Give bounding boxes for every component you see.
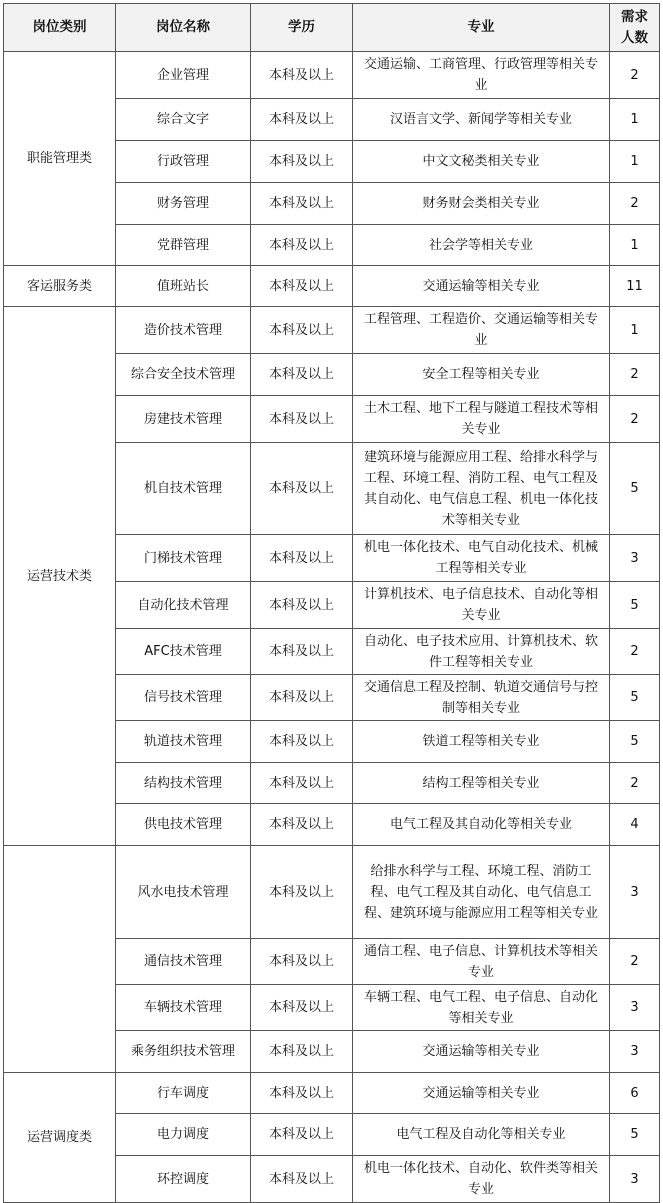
header-row	[4, 4, 660, 52]
count-cell: 3	[610, 535, 660, 582]
count-cell: 5	[610, 1114, 660, 1156]
header-major: 专业	[353, 4, 610, 52]
position-cell: 供电技术管理	[116, 804, 251, 846]
education-cell: 本科及以上	[251, 307, 353, 354]
count-cell: 2	[610, 629, 660, 675]
count-cell: 6	[610, 1073, 660, 1114]
major-cell: 土木工程、地下工程与隧道工程技术等相关专业	[353, 396, 610, 443]
major-cell: 车辆工程、电气工程、电子信息、自动化等相关专业	[353, 985, 610, 1031]
category-cell	[4, 846, 116, 1073]
education-cell: 本科及以上	[251, 396, 353, 443]
count-cell: 5	[610, 582, 660, 629]
count-cell: 2	[610, 52, 660, 99]
count-cell: 11	[610, 266, 660, 307]
count-cell: 5	[610, 721, 660, 763]
major-cell: 给排水科学与工程、环境工程、消防工程、电气工程及其自动化、电气信息工程、建筑环境与能源应用工程等相关专业	[353, 846, 610, 939]
education-cell: 本科及以上	[251, 582, 353, 629]
major-cell: 交通信息工程及控制、轨道交通信号与控制等相关专业	[353, 675, 610, 721]
major-cell: 建筑环境与能源应用工程、给排水科学与工程、环境工程、消防工程、电气工程及其自动化、电气信息工程、机电一体化技术等相关专业	[353, 443, 610, 535]
position-cell: 造价技术管理	[116, 307, 251, 354]
position-cell: 企业管理	[116, 52, 251, 99]
major-cell: 机电一体化技术、电气自动化技术、机械工程等相关专业	[353, 535, 610, 582]
category-cell: 职能管理类	[4, 52, 116, 266]
count-cell: 2	[610, 183, 660, 225]
position-cell: 行政管理	[116, 141, 251, 183]
education-cell: 本科及以上	[251, 985, 353, 1031]
major-cell: 交通运输、工商管理、行政管理等相关专业	[353, 52, 610, 99]
education-cell: 本科及以上	[251, 721, 353, 763]
education-cell: 本科及以上	[251, 629, 353, 675]
position-cell: 通信技术管理	[116, 939, 251, 985]
major-cell: 交通运输等相关专业	[353, 1031, 610, 1073]
major-cell: 汉语言文学、新闻学等相关专业	[353, 99, 610, 141]
major-cell: 结构工程等相关专业	[353, 763, 610, 804]
education-cell: 本科及以上	[251, 846, 353, 939]
recruitment-table	[3, 3, 660, 1203]
education-cell: 本科及以上	[251, 354, 353, 396]
position-cell: 信号技术管理	[116, 675, 251, 721]
education-cell: 本科及以上	[251, 675, 353, 721]
major-cell: 安全工程等相关专业	[353, 354, 610, 396]
count-cell: 1	[610, 307, 660, 354]
header-count: 需求人数	[610, 4, 660, 52]
table-row	[4, 307, 660, 354]
count-cell: 1	[610, 225, 660, 266]
header-education: 学历	[251, 4, 353, 52]
major-cell: 自动化、电子技术应用、计算机技术、软件工程等相关专业	[353, 629, 610, 675]
count-cell: 3	[610, 1156, 660, 1203]
position-cell: 值班站长	[116, 266, 251, 307]
major-cell: 电气工程及自动化等相关专业	[353, 1114, 610, 1156]
position-cell: 行车调度	[116, 1073, 251, 1114]
major-cell: 财务财会类相关专业	[353, 183, 610, 225]
position-cell: 党群管理	[116, 225, 251, 266]
major-cell: 铁道工程等相关专业	[353, 721, 610, 763]
position-cell: 机自技术管理	[116, 443, 251, 535]
count-cell: 3	[610, 1031, 660, 1073]
table-row	[4, 1073, 660, 1114]
table-row	[4, 266, 660, 307]
count-cell: 2	[610, 763, 660, 804]
education-cell: 本科及以上	[251, 763, 353, 804]
count-cell: 2	[610, 354, 660, 396]
header-category: 岗位类别	[4, 4, 116, 52]
table-row	[4, 846, 660, 939]
count-cell: 2	[610, 939, 660, 985]
count-cell: 1	[610, 141, 660, 183]
education-cell: 本科及以上	[251, 1156, 353, 1203]
table-body	[4, 52, 660, 1203]
education-cell: 本科及以上	[251, 1031, 353, 1073]
education-cell: 本科及以上	[251, 52, 353, 99]
education-cell: 本科及以上	[251, 183, 353, 225]
major-cell: 中文文秘类相关专业	[353, 141, 610, 183]
count-cell: 3	[610, 846, 660, 939]
education-cell: 本科及以上	[251, 804, 353, 846]
education-cell: 本科及以上	[251, 141, 353, 183]
education-cell: 本科及以上	[251, 266, 353, 307]
major-cell: 社会学等相关专业	[353, 225, 610, 266]
major-cell: 通信工程、电子信息、计算机技术等相关专业	[353, 939, 610, 985]
position-cell: 综合文字	[116, 99, 251, 141]
header-position: 岗位名称	[116, 4, 251, 52]
major-cell: 交通运输等相关专业	[353, 1073, 610, 1114]
position-cell: 财务管理	[116, 183, 251, 225]
position-cell: 轨道技术管理	[116, 721, 251, 763]
education-cell: 本科及以上	[251, 939, 353, 985]
category-cell: 客运服务类	[4, 266, 116, 307]
count-cell: 3	[610, 985, 660, 1031]
position-cell: 风水电技术管理	[116, 846, 251, 939]
position-cell: AFC技术管理	[116, 629, 251, 675]
position-cell: 房建技术管理	[116, 396, 251, 443]
position-cell: 电力调度	[116, 1114, 251, 1156]
education-cell: 本科及以上	[251, 225, 353, 266]
count-cell: 2	[610, 396, 660, 443]
major-cell: 工程管理、工程造价、交通运输等相关专业	[353, 307, 610, 354]
position-cell: 门梯技术管理	[116, 535, 251, 582]
position-cell: 乘务组织技术管理	[116, 1031, 251, 1073]
position-cell: 综合安全技术管理	[116, 354, 251, 396]
category-cell: 运营技术类	[4, 307, 116, 846]
education-cell: 本科及以上	[251, 443, 353, 535]
count-cell: 1	[610, 99, 660, 141]
major-cell: 电气工程及其自动化等相关专业	[353, 804, 610, 846]
count-cell: 5	[610, 443, 660, 535]
table-row	[4, 52, 660, 99]
education-cell: 本科及以上	[251, 1114, 353, 1156]
count-cell: 4	[610, 804, 660, 846]
position-cell: 环控调度	[116, 1156, 251, 1203]
education-cell: 本科及以上	[251, 99, 353, 141]
major-cell: 计算机技术、电子信息技术、自动化等相关专业	[353, 582, 610, 629]
position-cell: 结构技术管理	[116, 763, 251, 804]
major-cell: 机电一体化技术、自动化、软件类等相关专业	[353, 1156, 610, 1203]
education-cell: 本科及以上	[251, 535, 353, 582]
count-cell: 5	[610, 675, 660, 721]
position-cell: 车辆技术管理	[116, 985, 251, 1031]
education-cell: 本科及以上	[251, 1073, 353, 1114]
category-cell: 运营调度类	[4, 1073, 116, 1203]
position-cell: 自动化技术管理	[116, 582, 251, 629]
major-cell: 交通运输等相关专业	[353, 266, 610, 307]
